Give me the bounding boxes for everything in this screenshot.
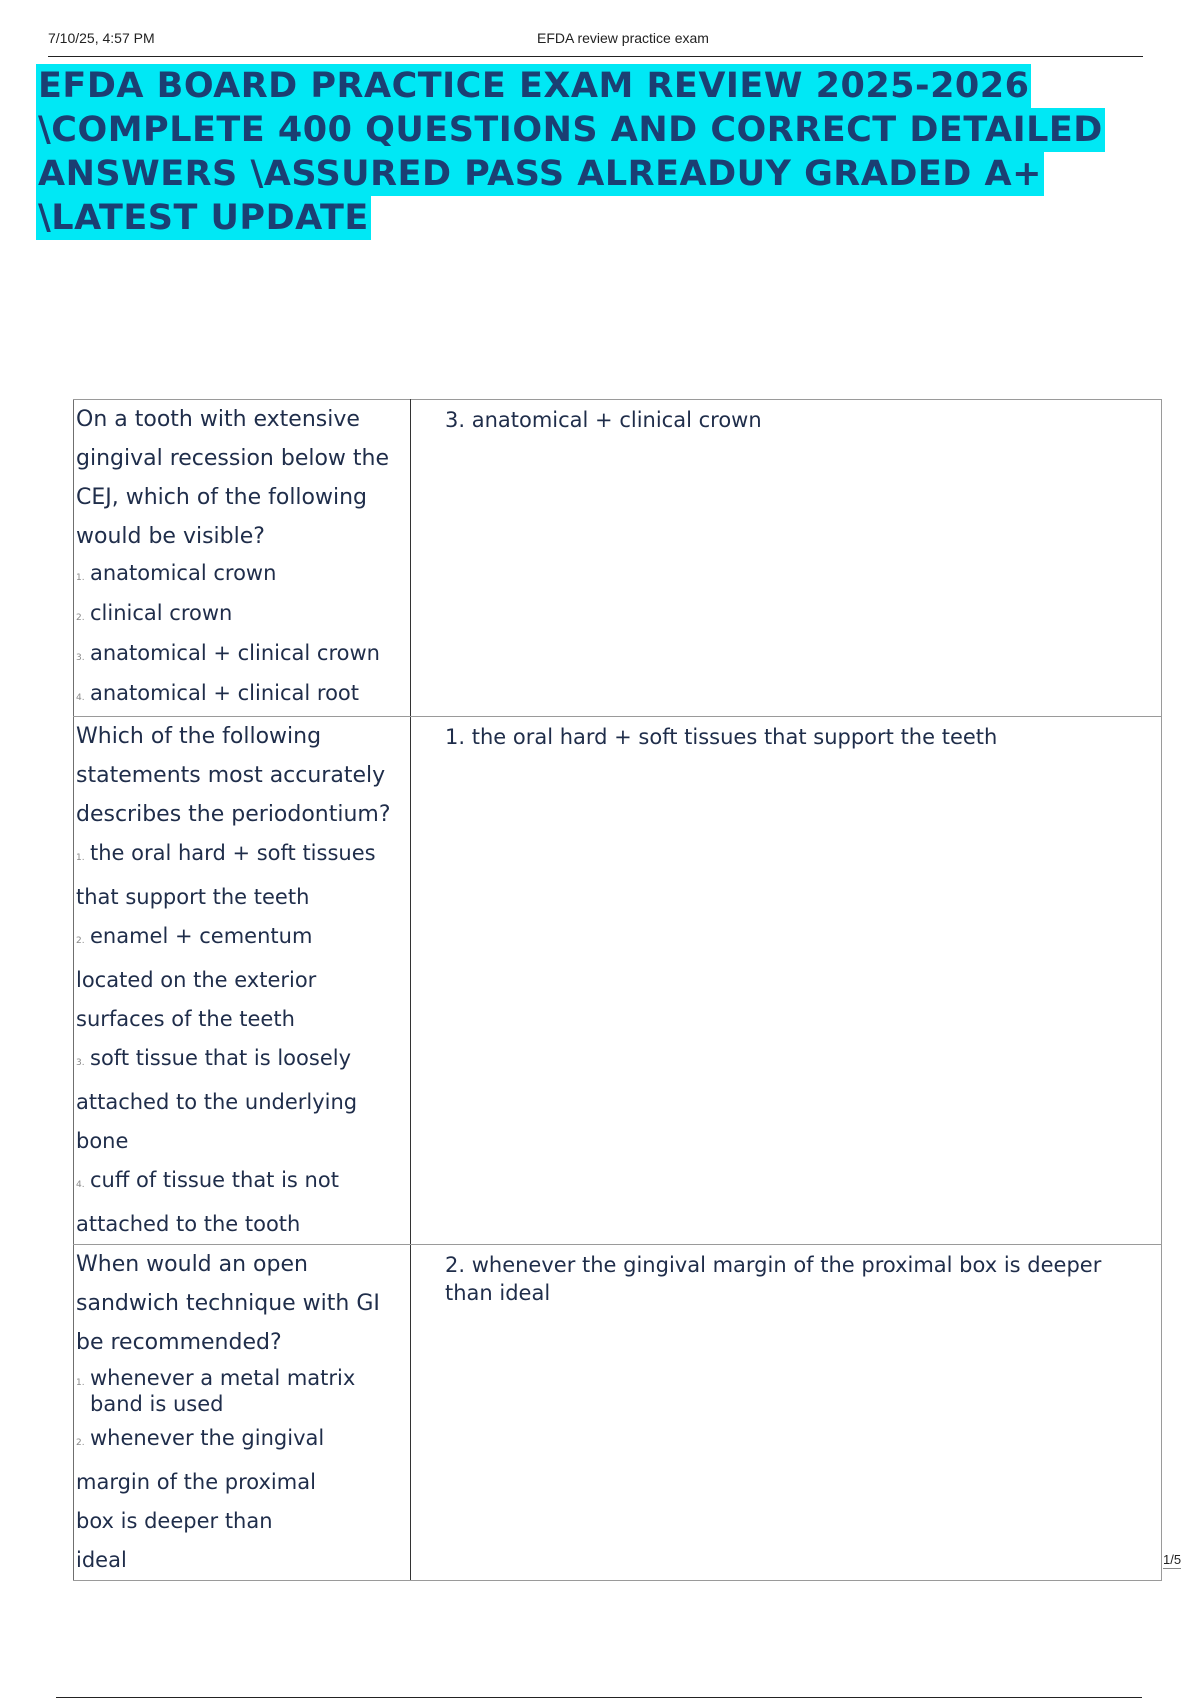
answer-option xyxy=(74,1419,410,1580)
page-number: 1/5 xyxy=(1163,1552,1182,1567)
answer-text: 2. whenever the gingival margin of the proximal box is deeper than ideal xyxy=(445,1253,1102,1305)
option-text: cuff of tissue that is not xyxy=(90,1168,339,1192)
option-text: surfaces of the teeth xyxy=(76,1007,295,1031)
option-text: bone xyxy=(76,1129,129,1153)
option-text: attached to the underlying xyxy=(76,1090,358,1114)
table-row xyxy=(74,717,1162,1245)
document-title xyxy=(36,64,1176,240)
answer-option xyxy=(74,636,410,676)
table-row xyxy=(74,1245,1162,1581)
answer-cell xyxy=(411,400,1162,717)
option-number: 2. xyxy=(76,936,85,946)
answer-option xyxy=(74,1161,410,1244)
answer-cell xyxy=(411,717,1162,1245)
answer-option xyxy=(74,834,410,917)
answer-option xyxy=(74,556,410,596)
footer-divider xyxy=(56,1697,1142,1698)
option-text: enamel + cementum xyxy=(90,924,313,948)
question-text xyxy=(74,400,410,556)
option-text: located on the exterior xyxy=(76,968,317,992)
question-line: On a tooth with extensive xyxy=(76,407,360,432)
option-number: 3. xyxy=(76,653,85,663)
option-number: 1. xyxy=(76,1378,85,1388)
question-line: When would an open xyxy=(76,1252,308,1277)
option-text: box is deeper than xyxy=(76,1509,273,1533)
title-line: ANSWERS \ASSURED PASS ALREADUY GRADED A+ xyxy=(38,154,1042,194)
option-number: 2. xyxy=(76,1438,85,1448)
title-line: EFDA BOARD PRACTICE EXAM REVIEW 2025-2026 xyxy=(38,66,1030,106)
option-text: band is used xyxy=(90,1392,224,1416)
answer-text: 3. anatomical + clinical crown xyxy=(445,408,762,432)
print-doc-title: EFDA review practice exam xyxy=(537,30,709,46)
option-text: anatomical crown xyxy=(90,561,277,585)
question-line: gingival recession below the xyxy=(76,446,390,471)
question-text xyxy=(74,1245,410,1362)
answer-option xyxy=(74,917,410,1039)
option-number: 1. xyxy=(76,853,85,863)
print-date: 7/10/25, 4:57 PM xyxy=(48,30,155,46)
option-number: 4. xyxy=(76,1180,85,1190)
answer-text: 1. the oral hard + soft tissues that support the teeth xyxy=(445,725,998,749)
answer-option xyxy=(74,1039,410,1161)
question-line: would be visible? xyxy=(76,524,265,549)
answer-option xyxy=(74,1362,410,1419)
option-number: 1. xyxy=(76,573,85,583)
answer-option xyxy=(74,596,410,636)
title-line: \COMPLETE 400 QUESTIONS AND CORRECT DETAILED xyxy=(38,110,1103,150)
title-line: \LATEST UPDATE xyxy=(38,198,369,238)
answer-option xyxy=(74,676,410,716)
option-text: the oral hard + soft tissues xyxy=(90,841,376,865)
option-text: clinical crown xyxy=(90,601,233,625)
question-line: statements most accurately xyxy=(76,763,386,788)
option-text: whenever the gingival xyxy=(90,1426,325,1450)
option-number: 4. xyxy=(76,693,85,703)
question-line: Which of the following xyxy=(76,724,322,749)
question-line: describes the periodontium? xyxy=(76,802,391,827)
question-text xyxy=(74,717,410,834)
option-text: anatomical + clinical crown xyxy=(90,641,380,665)
question-cell xyxy=(74,400,411,717)
table-row xyxy=(74,400,1162,717)
option-text: ideal xyxy=(76,1548,127,1572)
question-cell xyxy=(74,1245,411,1581)
option-number: 2. xyxy=(76,613,85,623)
question-line: CEJ, which of the following xyxy=(76,485,368,510)
question-line: sandwich technique with GI xyxy=(76,1291,380,1316)
option-text: attached to the tooth xyxy=(76,1212,301,1236)
option-text: that support the teeth xyxy=(76,885,310,909)
option-text: anatomical + clinical root xyxy=(90,681,360,705)
option-text: whenever a metal matrix xyxy=(90,1366,356,1390)
answer-cell xyxy=(411,1245,1162,1581)
question-cell xyxy=(74,717,411,1245)
qa-table xyxy=(73,399,1162,1581)
option-text: soft tissue that is loosely xyxy=(90,1046,352,1070)
option-number: 3. xyxy=(76,1058,85,1068)
print-header xyxy=(48,30,1143,57)
question-line: be recommended? xyxy=(76,1330,282,1355)
option-text: margin of the proximal xyxy=(76,1470,316,1494)
